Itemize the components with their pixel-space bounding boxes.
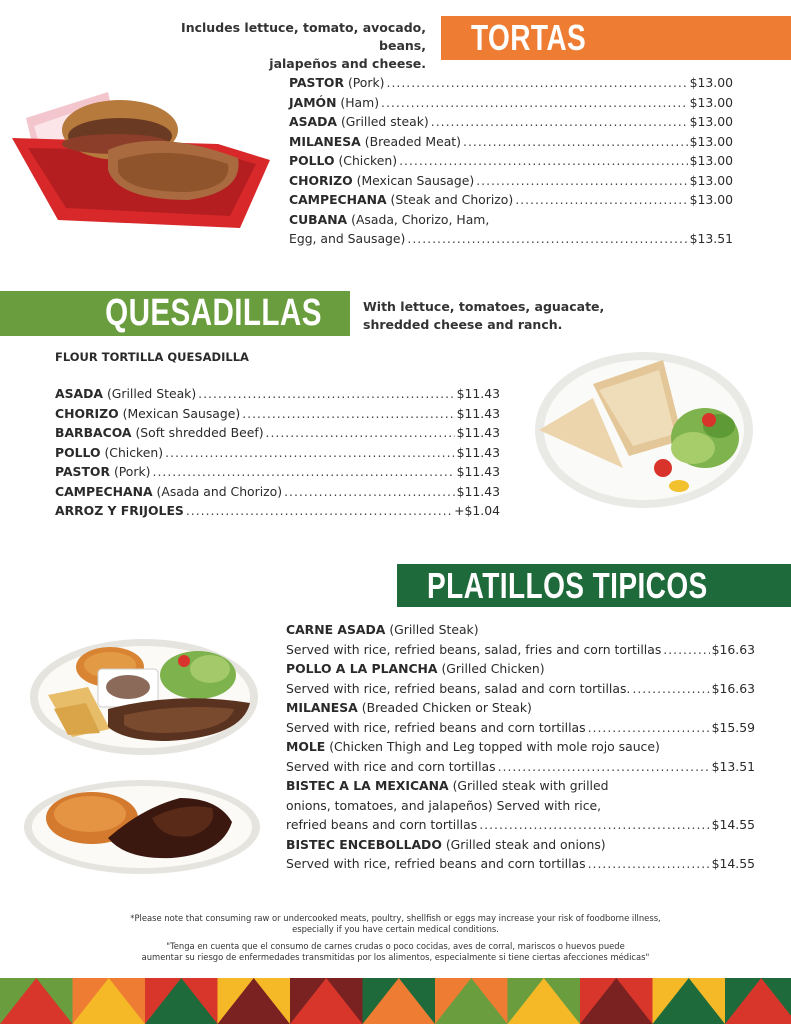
item-price: $11.43 <box>456 405 500 421</box>
menu-item-detail: Served with rice, refried beans, salad, fries and corn tortillas ..... $16.63 <box>286 642 755 662</box>
menu-item: PASTOR (Pork) ..... $11.43 <box>55 464 500 484</box>
menu-item: BARBACOA (Soft shredded Beef) ..... $11.43 <box>55 425 500 445</box>
item-price: $13.00 <box>689 75 733 90</box>
menu-item-title: POLLO A LA PLANCHA (Grilled Chicken) <box>286 661 545 676</box>
menu-item: POLLO (Chicken) ..... $11.43 <box>55 445 500 465</box>
quesadillas-subheading: FLOUR TORTILLA QUESADILLA <box>55 350 249 364</box>
quesadillas-description-line: With lettuce, tomatoes, aguacate, <box>363 299 605 314</box>
mole-photo <box>22 778 262 876</box>
item-price: $16.63 <box>711 641 755 657</box>
item-price: $13.51 <box>711 758 755 774</box>
menu-item: POLLO (Chicken) ..... $13.00 <box>289 153 733 173</box>
menu-item-detail: Served with rice, refried beans, salad and corn tortillas. ..... $16.63 <box>286 681 755 701</box>
quesadillas-banner <box>0 291 350 336</box>
platillos-menu <box>286 622 755 876</box>
menu-item: CAMPECHANA (Steak and Chorizo) ..... $13.00 <box>289 192 733 212</box>
tortas-description-line: jalapeños and cheese. <box>269 56 426 71</box>
menu-item-detail: onions, tomatoes, and jalapeños) Served with rice, <box>286 797 602 813</box>
menu-item-title: BISTEC A LA MEXICANA (Grilled steak with grilled <box>286 778 609 793</box>
tortas-description <box>130 19 426 73</box>
decorative-triangle-border <box>0 978 791 1024</box>
item-price: $13.00 <box>689 172 733 188</box>
item-price: $13.00 <box>689 114 733 129</box>
note-line: "Tenga en cuenta que el consumo de carnes crudas o poco cocidas, aves de corral, mariscos o huevos puede <box>166 941 625 951</box>
item-price: $11.43 <box>456 444 500 460</box>
item-price: $13.00 <box>689 153 733 168</box>
tortas-description-line: Includes lettuce, tomato, avocado, beans, <box>181 20 426 53</box>
quesadilla-photo <box>533 350 755 510</box>
item-price: $14.55 <box>711 856 755 871</box>
quesadillas-description <box>363 298 623 334</box>
item-price: $14.55 <box>711 817 755 832</box>
item-price: $16.63 <box>711 680 755 696</box>
note-line: *Please note that consuming raw or undercooked meats, poultry, shellfish or eggs may increase your risk of foodborne illness, <box>130 913 661 923</box>
menu-item-continued: Egg, and Sausage) ..... $13.51 <box>289 231 733 251</box>
note-line: aumentar su riesgo de enfermedades transmitidas por los alimentos, especialmente si tiene ciertas afecciones médicas" <box>141 951 650 962</box>
menu-item-detail: Served with rice, refried beans and corn tortillas ..... $15.59 <box>286 720 755 740</box>
menu-item: MILANESA (Breaded Meat) ..... $13.00 <box>289 134 733 154</box>
tortas-banner <box>441 16 791 60</box>
menu-item-title: MOLE (Chicken Thigh and Leg topped with mole rojo sauce) <box>286 739 660 754</box>
menu-item-title: MILANESA (Breaded Chicken or Steak) <box>286 700 532 715</box>
carne-asada-photo <box>28 637 260 757</box>
menu-item: CHORIZO (Mexican Sausage) ..... $11.43 <box>55 406 500 426</box>
quesadillas-title: QUESADILLAS <box>105 292 322 334</box>
menu-item-title: CARNE ASADA (Grilled Steak) <box>286 622 479 637</box>
note-line: especially if you have certain medical conditions. <box>292 923 499 934</box>
item-price: +$1.04 <box>454 503 500 518</box>
item-price: $11.43 <box>456 483 500 499</box>
menu-item-title: BISTEC ENCEBOLLADO (Grilled steak and onions) <box>286 836 606 852</box>
item-price: $13.00 <box>689 133 733 149</box>
menu-item: JAMÓN (Ham) ..... $13.00 <box>289 95 733 115</box>
menu-item: ASADA (Grilled steak) ..... $13.00 <box>289 114 733 134</box>
menu-item: CAMPECHANA (Asada and Chorizo) ..... $11.43 <box>55 484 500 504</box>
menu-item: ARROZ Y FRIJOLES ..... +$1.04 <box>55 503 500 523</box>
item-price: $13.00 <box>689 94 733 110</box>
quesadillas-description-line: shredded cheese and ranch. <box>363 317 563 332</box>
menu-item-detail: Served with rice and corn tortillas ..... $13.51 <box>286 759 755 779</box>
tortas-menu <box>289 75 733 251</box>
platillos-banner <box>397 564 791 607</box>
torta-photo <box>8 88 276 236</box>
item-price: $11.43 <box>456 464 500 479</box>
menu-item: PASTOR (Pork) ..... $13.00 <box>289 75 733 95</box>
item-price: $13.00 <box>689 192 733 207</box>
item-price: $11.43 <box>456 425 500 440</box>
platillos-title: PLATILLOS TIPICOS <box>427 564 708 606</box>
food-safety-note-english <box>0 913 791 934</box>
menu-item: ASADA (Grilled Steak) ..... $11.43 <box>55 386 500 406</box>
item-price: $13.51 <box>689 231 733 246</box>
menu-item-detail: Served with rice, refried beans and corn tortillas ..... $14.55 <box>286 856 755 876</box>
menu-item: CHORIZO (Mexican Sausage) ..... $13.00 <box>289 173 733 193</box>
item-price: $15.59 <box>711 719 755 735</box>
item-price: $11.43 <box>456 386 500 401</box>
menu-item: CUBANA (Asada, Chorizo, Ham, <box>289 211 490 227</box>
tortas-title: TORTAS <box>471 17 587 58</box>
food-safety-note-spanish <box>0 941 791 962</box>
menu-item-detail: refried beans and corn tortillas ..... $14.55 <box>286 817 755 837</box>
quesadillas-menu <box>55 386 500 523</box>
